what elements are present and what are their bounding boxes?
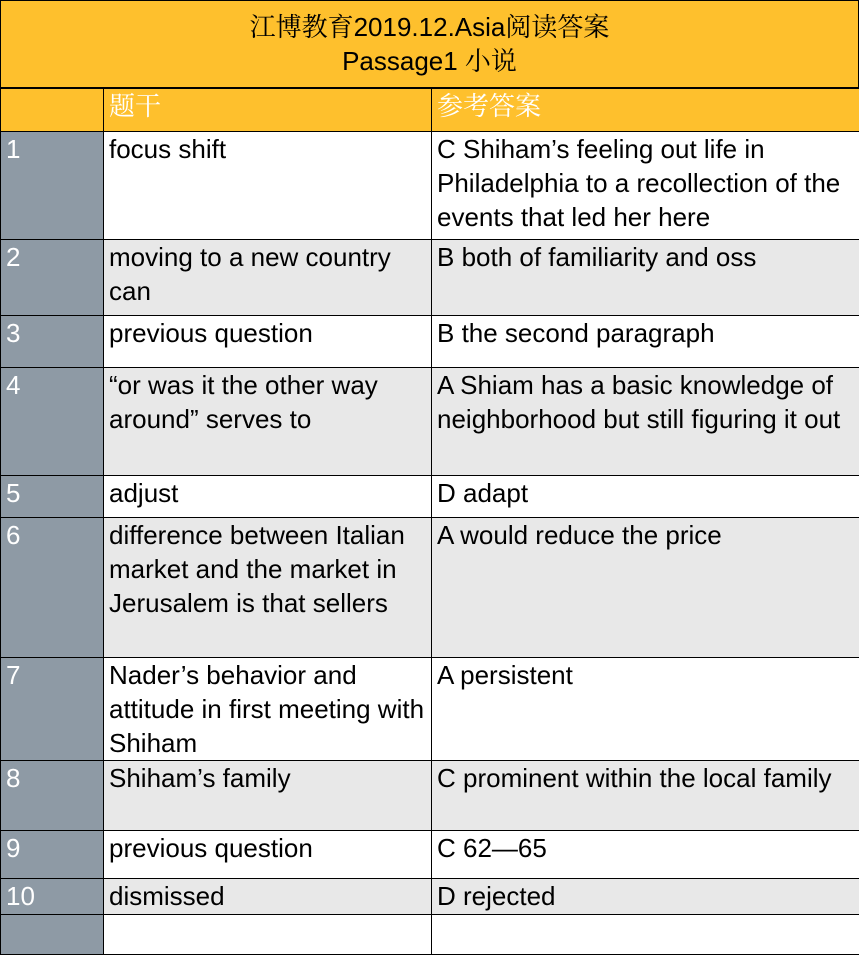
- reference-answer: C Shiham’s feeling out life in Philadelphia to a recollection of the events that led her here: [432, 132, 859, 240]
- question-stem: moving to a new country can: [104, 240, 432, 316]
- question-number: 9: [1, 831, 104, 879]
- header-question: 题干: [104, 89, 432, 132]
- table-row: [1, 915, 859, 955]
- question-number: 1: [1, 132, 104, 240]
- question-number: [1, 915, 104, 955]
- question-stem: previous question: [104, 316, 432, 368]
- question-number: 6: [1, 518, 104, 658]
- question-number: 7: [1, 658, 104, 761]
- reference-answer: [432, 915, 859, 955]
- question-stem: previous question: [104, 831, 432, 879]
- question-stem: adjust: [104, 476, 432, 518]
- header-number: [1, 89, 104, 132]
- question-stem: [104, 915, 432, 955]
- question-number: 8: [1, 761, 104, 831]
- table-row: [1, 518, 859, 658]
- table-row: [1, 476, 859, 518]
- question-stem: focus shift: [104, 132, 432, 240]
- table-row: [1, 658, 859, 761]
- reference-answer: D rejected: [432, 879, 859, 915]
- reference-answer: B both of familiarity and oss: [432, 240, 859, 316]
- table-row: [1, 761, 859, 831]
- reference-answer: D adapt: [432, 476, 859, 518]
- table-row: [1, 368, 859, 476]
- question-stem: dismissed: [104, 879, 432, 915]
- question-stem: Nader’s behavior and attitude in first meeting with Shiham: [104, 658, 432, 761]
- reference-answer: A Shiam has a basic knowledge of neighborhood but still figuring it out: [432, 368, 859, 476]
- answer-table: [0, 88, 859, 955]
- table-row: [1, 316, 859, 368]
- reference-answer: A would reduce the price: [432, 518, 859, 658]
- question-number: 3: [1, 316, 104, 368]
- title-line-1: 江博教育2019.12.Asia阅读答案: [249, 12, 610, 42]
- reference-answer: A persistent: [432, 658, 859, 761]
- question-stem: difference between Italian market and the market in Jerusalem is that sellers: [104, 518, 432, 658]
- question-number: 10: [1, 879, 104, 915]
- title-line-2: Passage1 小说: [342, 46, 517, 76]
- reference-answer: C 62—65: [432, 831, 859, 879]
- table-row: [1, 831, 859, 879]
- question-number: 5: [1, 476, 104, 518]
- question-number: 2: [1, 240, 104, 316]
- question-stem: “or was it the other way around” serves to: [104, 368, 432, 476]
- table-row: [1, 240, 859, 316]
- question-number: 4: [1, 368, 104, 476]
- header-row: [1, 89, 859, 132]
- question-stem: Shiham’s family: [104, 761, 432, 831]
- table-row: [1, 132, 859, 240]
- title-block: [0, 0, 859, 88]
- header-answer: 参考答案: [432, 89, 859, 132]
- reference-answer: B the second paragraph: [432, 316, 859, 368]
- reference-answer: C prominent within the local family: [432, 761, 859, 831]
- table-row: [1, 879, 859, 915]
